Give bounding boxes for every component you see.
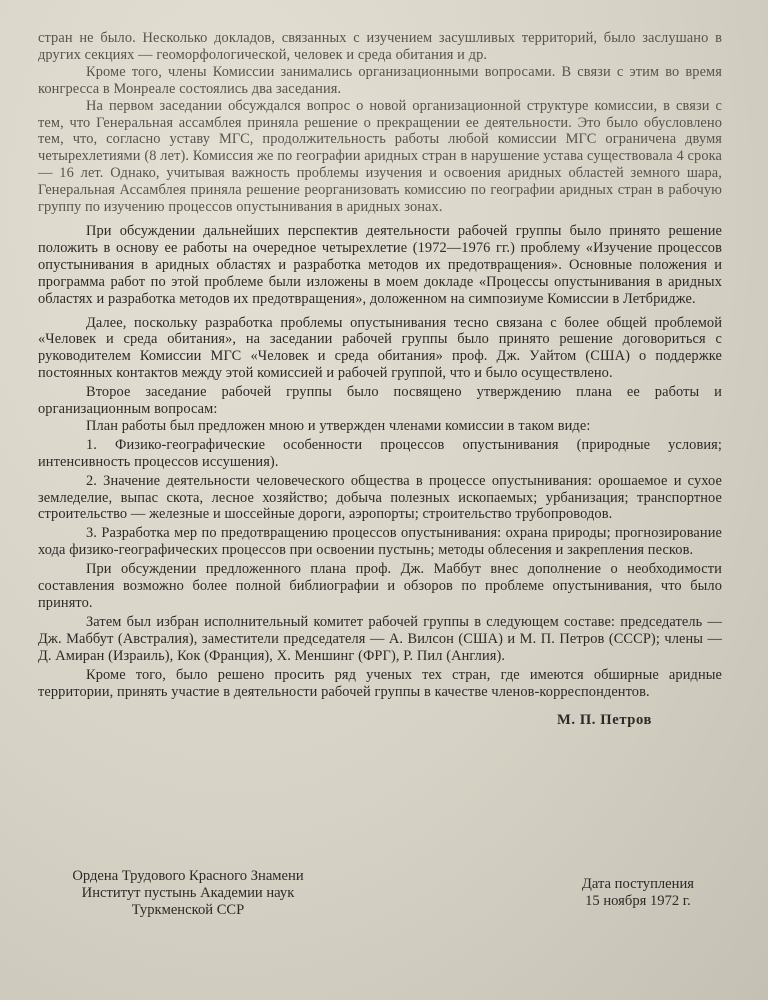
affiliation-line: Ордена Трудового Красного Знамени (72, 868, 304, 884)
paragraph: Далее, поскольку разработка проблемы опустынивания тесно связана с более общей проблемой «Человек и среда обитания», на заседании рабочей группы было принято решение договориться с руководителем Комиссии МГС «Человек и среда обитания» проф. Дж. Уайтом (США) о поддержке постоянных контактов между этой комиссией и рабочей группой, что и было осуществлено. (38, 314, 722, 382)
paragraph: Второе заседание рабочей группы было посвящено утверждению плана ее работы и организационным вопросам: (38, 384, 722, 418)
received-label: Дата поступления (581, 876, 694, 892)
plan-item: 1. Физико-географические особенности процессов опустынивания (природные условия; интенсивность процессов иссушения). (38, 436, 722, 470)
affiliation-line: Туркменской ССР (131, 902, 245, 918)
article-body (38, 30, 722, 700)
received-date: 15 ноября 1972 г. (585, 893, 691, 909)
affiliation-line: Институт пустынь Академии наук (81, 885, 295, 901)
author-affiliation (38, 868, 338, 919)
plan-item: 2. Значение деятельности человеческого общества в процессе опустынивания: орошаемое и сухое земледелие, выпас скота, лесное хозяйство; добыча полезных ископаемых; урбанизация; транспортное строительство — железные и шоссейные дороги, аэропорты; строительство трубопроводов. (38, 472, 722, 523)
author-signature: М. П. Петров (556, 712, 652, 729)
paragraph: При обсуждении дальнейших перспектив деятельности рабочей группы было принято решение положить в основу ее работы на очередное четырехлетие (1972—1976 гг.) проблему «Изучение процессов опустынивания в аридных областях и разработка методов их предотвращения». Основные положения и программа работ по этой проблеме были изложены в моем докладе «Процессы опустынивания в аридных областях и разработка методов их предотвращения», доложенном на симпозиуме Комиссии в Летбридже. (38, 222, 722, 307)
plan-item: 3. Разработка мер по предотвращению процессов опустынивания: охрана природы; прогнозирование хода физико-географических процессов при освоении пустынь; методы облесения и закрепления песков. (38, 525, 722, 559)
paragraph: Затем был избран исполнительный комитет рабочей группы в следующем составе: председатель — Дж. Маббут (Австралия), заместители председателя — А. Вилсон (США) и М. П. Петров (СССР); члены — Д. Амиран (Израиль), Кок (Франция), Х. Меншинг (ФРГ), Р. Пил (Англия). (38, 613, 722, 664)
paragraph: Кроме того, было решено просить ряд ученых тех стран, где имеются обширные аридные территории, принять участие в деятельности рабочей группы в качестве членов-корреспондентов. (38, 666, 722, 700)
paragraph: Кроме того, члены Комиссии занимались организационными вопросами. В связи с этим во время конгресса в Монреале состоялись два заседания. (38, 63, 722, 97)
received-date-block (582, 876, 694, 910)
paragraph: План работы был предложен мною и утвержден членами комиссии в таком виде: (86, 417, 591, 434)
paragraph: стран не было. Несколько докладов, связанных с изучением засушливых территорий, было заслушано в других секциях — геоморфологической, человек и среда обитания и др. (38, 30, 722, 63)
paragraph: На первом заседании обсуждался вопрос о новой организационной структуре комиссии, в связи с тем, что Генеральная ассамблея приняла решение о прекращении ее деятельности. Это было обусловлено тем, что, согласно уставу МГС, продолжительность работы любой комиссии МГС ограничена двумя четырехлетиями (8 лет). Комиссия же по географии аридных стран в нарушение устава существовала 4 срока — 16 лет. Однако, учитывая важность проблемы изучения и освоения аридных областей земного шара, Генеральная Ассамблея приняла решение реорганизовать комиссию по географии аридных стран в рабочую группу по изучению процессов опустынивания в аридных зонах. (38, 97, 722, 216)
paragraph: При обсуждении предложенного плана проф. Дж. Маббут внес дополнение о необходимости составления возможно более полной библиографии и обзоров по проблеме опустынивания, что было принято. (38, 561, 722, 611)
